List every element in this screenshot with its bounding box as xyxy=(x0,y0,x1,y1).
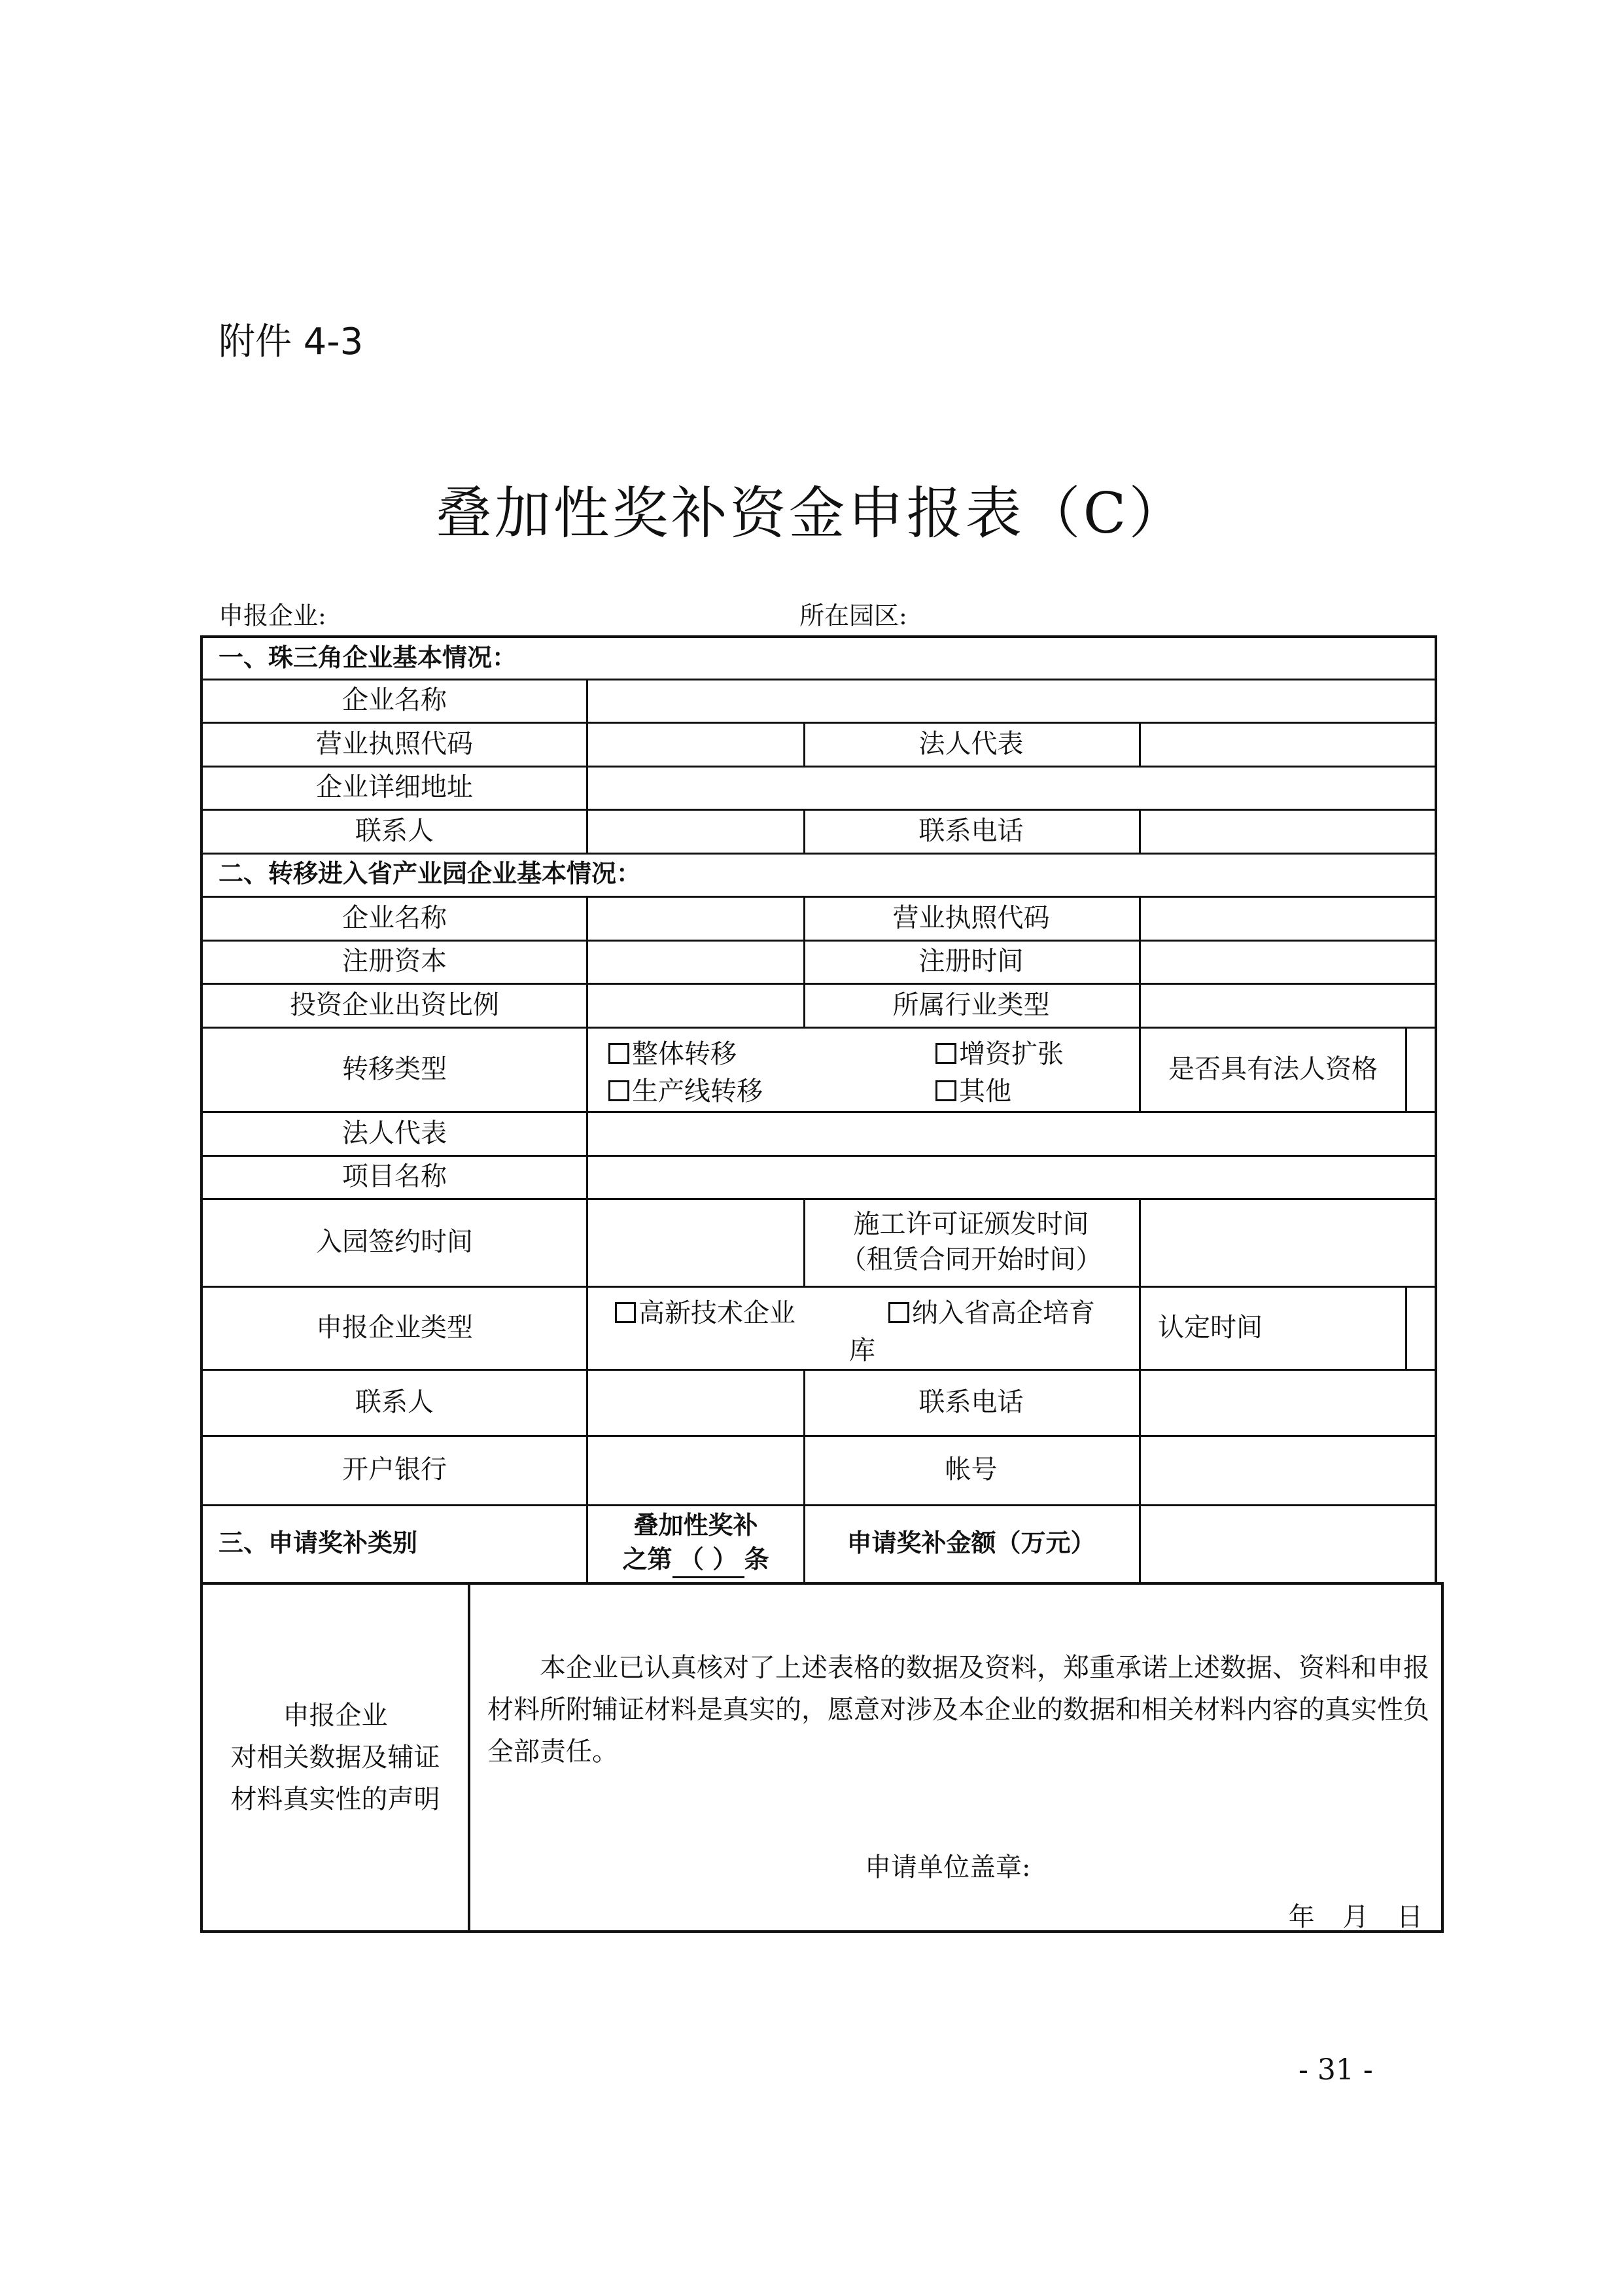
checkbox-icon[interactable] xyxy=(615,1302,636,1323)
s2-contact-label: 联系人 xyxy=(355,1386,434,1417)
s1-contact-label: 联系人 xyxy=(355,815,434,846)
s2-invest-ratio-field[interactable] xyxy=(588,983,803,1027)
s2-reg-capital-field[interactable] xyxy=(588,940,803,983)
option-provincial-incubation-wrap: 库 xyxy=(849,1335,875,1366)
s2-reg-time-field[interactable] xyxy=(1141,940,1435,983)
s2-recognition-time-label: 认定时间 xyxy=(1158,1312,1263,1343)
s2-account-field[interactable] xyxy=(1141,1435,1435,1504)
option-other[interactable]: 其他 xyxy=(935,1070,1011,1108)
s2-legal-person-status-label: 是否具有法人资格 xyxy=(1168,1053,1378,1084)
section2-heading: 二、转移进入省产业园企业基本情况： xyxy=(218,859,642,889)
s2-sign-time-field[interactable] xyxy=(588,1198,803,1286)
s2-industry-type-field[interactable] xyxy=(1141,983,1435,1027)
s1-company-name-label: 企业名称 xyxy=(342,685,447,715)
category-number-blank[interactable]: （ ） xyxy=(672,1543,744,1578)
s3-category-field[interactable]: 叠加性奖补 之第 （ ） 条 xyxy=(588,1504,803,1583)
s2-phone-field[interactable] xyxy=(1141,1369,1435,1435)
s2-reg-time-label: 注册时间 xyxy=(918,946,1024,976)
section1-heading: 一、珠三角企业基本情况： xyxy=(218,643,517,673)
s2-license-code-field[interactable] xyxy=(1141,896,1435,940)
s1-contact-field[interactable] xyxy=(588,809,803,853)
s2-legal-person-status-field[interactable] xyxy=(1407,1027,1435,1111)
s2-permit-time-label: 施工许可证颁发时间 （租赁合同开始时间） xyxy=(840,1209,1102,1275)
s2-bank-label: 开户银行 xyxy=(342,1455,447,1485)
s1-license-code-label: 营业执照代码 xyxy=(316,728,473,759)
s2-license-code-label: 营业执照代码 xyxy=(892,902,1050,933)
s2-company-name-label: 企业名称 xyxy=(342,902,447,933)
page-number: - 31 - xyxy=(1299,2053,1373,2087)
s1-phone-field[interactable] xyxy=(1141,809,1435,853)
checkbox-icon[interactable] xyxy=(935,1080,956,1101)
declaration-label: 申报企业 对相关数据及辅证 材料真实性的声明 xyxy=(203,1585,470,1930)
option-capital-expansion[interactable]: 增资扩张 xyxy=(935,1033,1064,1070)
option-whole-transfer[interactable]: 整体转移 xyxy=(608,1033,737,1070)
park-label: 所在园区: xyxy=(799,601,907,630)
s2-transfer-type-label: 转移类型 xyxy=(342,1053,447,1084)
s2-account-label: 帐号 xyxy=(945,1455,998,1485)
declaration-box xyxy=(200,1582,1444,1933)
page-title: 叠加性奖补资金申报表（C） xyxy=(435,481,1188,546)
s2-permit-time-field[interactable] xyxy=(1141,1198,1435,1286)
s2-reg-capital-label: 注册资本 xyxy=(342,946,447,976)
date-field[interactable]: 年 月 日 xyxy=(1288,1902,1423,1932)
s3-amount-label: 申请奖补金额（万元） xyxy=(846,1528,1096,1558)
s2-project-name-field[interactable] xyxy=(588,1155,1435,1198)
s2-applicant-type-label: 申报企业类型 xyxy=(316,1312,473,1343)
option-line-transfer[interactable]: 生产线转移 xyxy=(608,1070,763,1108)
s2-recognition-time-field[interactable] xyxy=(1407,1286,1435,1369)
s1-address-label: 企业详细地址 xyxy=(316,772,473,802)
checkbox-icon[interactable] xyxy=(608,1043,629,1064)
s3-amount-field[interactable] xyxy=(1141,1504,1435,1583)
s2-invest-ratio-label: 投资企业出资比例 xyxy=(290,989,499,1020)
checkbox-icon[interactable] xyxy=(888,1302,909,1323)
s1-address-field[interactable] xyxy=(588,766,1435,809)
applicant-label: 申报企业: xyxy=(218,601,326,630)
s1-company-name-field[interactable] xyxy=(588,679,1435,722)
s2-industry-type-label: 所属行业类型 xyxy=(892,989,1050,1020)
application-form-table xyxy=(200,635,1437,1582)
s1-legal-rep-field[interactable] xyxy=(1141,722,1435,766)
s2-bank-field[interactable] xyxy=(588,1435,803,1504)
s1-phone-label: 联系电话 xyxy=(918,815,1024,846)
declaration-text: 本企业已认真核对了上述表格的数据及资料，郑重承诺上述数据、资料和申报材料所附辅证材料是真实的，愿意对涉及本企业的数据和相关材料内容的真实性负全部责任。 xyxy=(487,1653,1429,1767)
option-provincial-incubation[interactable]: 纳入省高企培育 xyxy=(888,1292,1095,1330)
attachment-label: 附件 4-3 xyxy=(218,321,364,363)
s2-legal-rep-label: 法人代表 xyxy=(342,1118,447,1148)
checkbox-icon[interactable] xyxy=(935,1043,956,1064)
option-high-tech[interactable]: 高新技术企业 xyxy=(615,1292,795,1330)
s2-legal-rep-field[interactable] xyxy=(588,1111,1435,1155)
s2-project-name-label: 项目名称 xyxy=(342,1161,447,1192)
seal-label[interactable]: 申请单位盖章: xyxy=(865,1852,1031,1882)
s1-legal-rep-label: 法人代表 xyxy=(918,728,1024,759)
s2-contact-field[interactable] xyxy=(588,1369,803,1435)
s2-phone-label: 联系电话 xyxy=(918,1386,1024,1417)
section3-heading: 三、申请奖补类别 xyxy=(218,1528,418,1558)
s1-license-code-field[interactable] xyxy=(588,722,803,766)
s2-company-name-field[interactable] xyxy=(588,896,803,940)
checkbox-icon[interactable] xyxy=(608,1080,629,1101)
s2-sign-time-label: 入园签约时间 xyxy=(316,1227,473,1257)
